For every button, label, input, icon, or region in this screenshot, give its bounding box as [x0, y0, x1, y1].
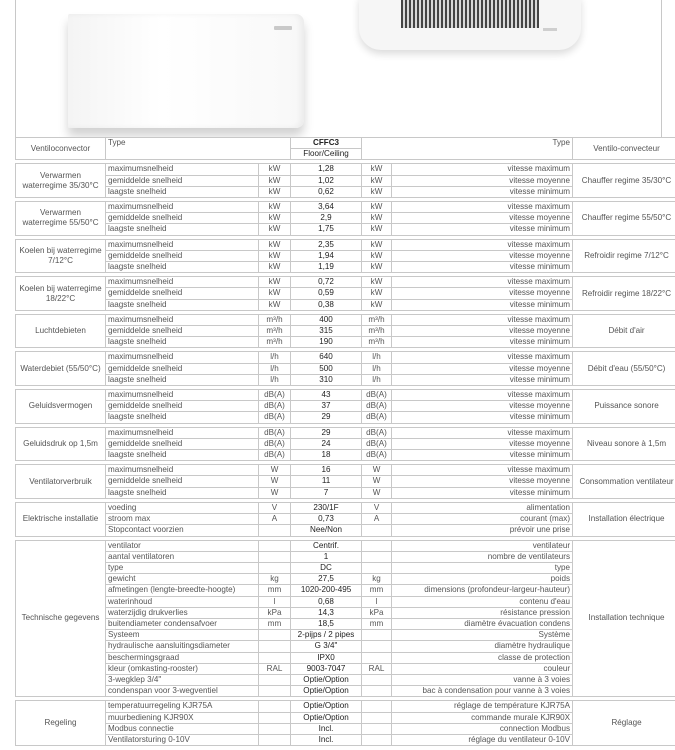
row-value: 0,72 [291, 277, 362, 288]
row-label-fr: vitesse minimum [392, 299, 573, 310]
row-label-nl: 3-wegklep 3/4" [106, 674, 259, 685]
row-label-fr: courant (max) [392, 514, 573, 525]
row-label-fr: vitesse moyenne [392, 476, 573, 487]
row-value: Centrif. [291, 540, 362, 551]
row-value: 1,19 [291, 262, 362, 273]
brand-logo-icon [543, 28, 557, 31]
row-label-nl: maximumsnelheid [106, 202, 259, 213]
group-label-fr: Consommation ventilateur [573, 465, 675, 499]
group-label-fr: Chauffer regime 55/50°C [573, 202, 675, 236]
spec-table-wrapper [15, 137, 674, 746]
product-image-ceiling-unit [359, 0, 581, 50]
row-unit-fr: V [362, 502, 392, 513]
row-unit-nl: kW [259, 239, 291, 250]
row-unit-fr: W [362, 465, 392, 476]
table-row [16, 277, 675, 288]
row-label-nl: laagste snelheid [106, 186, 259, 197]
row-label-nl: gemiddelde snelheid [106, 476, 259, 487]
row-unit-fr: kg [362, 574, 392, 585]
row-unit-nl [259, 630, 291, 641]
row-unit-nl: kW [259, 288, 291, 299]
group-label-fr: Installation technique [573, 540, 675, 697]
row-label-nl: Stopcontact voorzien [106, 525, 259, 536]
row-unit-nl: m³/h [259, 314, 291, 325]
table-row [16, 427, 675, 438]
row-unit-nl: dB(A) [259, 390, 291, 401]
row-value: 14,3 [291, 607, 362, 618]
table-row [16, 390, 675, 401]
row-unit-fr: l/h [362, 363, 392, 374]
row-value: 9003-7047 [291, 663, 362, 674]
row-value: 29 [291, 412, 362, 423]
header-type-fr: Type [362, 138, 573, 160]
row-label-nl: condenspan voor 3-wegventiel [106, 686, 259, 697]
table-row [16, 352, 675, 363]
row-value: Optie/Option [291, 674, 362, 685]
group-label-fr: Réglage [573, 701, 675, 746]
row-unit-nl: mm [259, 585, 291, 596]
group-label-nl: Koelen bij waterregime 18/22°C [16, 277, 106, 311]
row-value: 11 [291, 476, 362, 487]
row-label-fr: vitesse maximum [392, 352, 573, 363]
row-value: 2-pijps / 2 pipes [291, 630, 362, 641]
header-model-sub: Floor/Ceiling [291, 149, 362, 160]
row-value: Optie/Option [291, 701, 362, 712]
row-label-nl: Ventilatorsturing 0-10V [106, 734, 259, 745]
spec-table [15, 137, 675, 746]
row-unit-fr: kW [362, 288, 392, 299]
row-label-nl: gemiddelde snelheid [106, 438, 259, 449]
row-unit-nl [259, 734, 291, 745]
row-label-fr: vanne à 3 voies [392, 674, 573, 685]
row-unit-fr: dB(A) [362, 401, 392, 412]
row-value: 310 [291, 374, 362, 385]
row-label-fr: vitesse maximum [392, 314, 573, 325]
row-unit-nl: kW [259, 213, 291, 224]
row-label-fr: vitesse minimum [392, 450, 573, 461]
group-label-fr: Débit d'eau (55/50°C) [573, 352, 675, 386]
row-unit-nl: l/h [259, 363, 291, 374]
row-label-nl: laagste snelheid [106, 412, 259, 423]
row-value: 7 [291, 487, 362, 498]
row-value: 0,59 [291, 288, 362, 299]
table-row [16, 540, 675, 551]
row-label-nl: afmetingen (lengte-breedte-hoogte) [106, 585, 259, 596]
row-unit-nl: kg [259, 574, 291, 585]
group-label-nl: Geluidsdruk op 1,5m [16, 427, 106, 461]
group-label-nl: Technische gegevens [16, 540, 106, 697]
row-label-fr: vitesse maximum [392, 202, 573, 213]
row-value: 0,73 [291, 514, 362, 525]
row-label-fr: vitesse moyenne [392, 363, 573, 374]
row-value: Nee/Non [291, 525, 362, 536]
row-value: 0,68 [291, 596, 362, 607]
row-unit-fr: kW [362, 250, 392, 261]
row-value: IPX0 [291, 652, 362, 663]
row-label-nl: maximumsnelheid [106, 277, 259, 288]
row-unit-nl: dB(A) [259, 438, 291, 449]
row-value: Optie/Option [291, 712, 362, 723]
row-value: 640 [291, 352, 362, 363]
row-value: 18,5 [291, 618, 362, 629]
row-unit-nl: dB(A) [259, 412, 291, 423]
row-unit-nl [259, 674, 291, 685]
group-label-nl: Koelen bij waterregime 7/12°C [16, 239, 106, 273]
row-label-nl: stroom max [106, 514, 259, 525]
row-unit-fr [362, 630, 392, 641]
row-unit-nl [259, 551, 291, 562]
row-label-fr: vitesse moyenne [392, 401, 573, 412]
row-value: 0,38 [291, 299, 362, 310]
row-label-fr: type [392, 562, 573, 573]
row-unit-fr [362, 734, 392, 745]
row-label-nl: gemiddelde snelheid [106, 288, 259, 299]
row-label-nl: laagste snelheid [106, 337, 259, 348]
row-unit-fr: dB(A) [362, 450, 392, 461]
group-label-fr: Puissance sonore [573, 390, 675, 424]
group-label-nl: Geluidsvermogen [16, 390, 106, 424]
row-unit-nl [259, 701, 291, 712]
row-unit-fr: W [362, 487, 392, 498]
row-label-nl: laagste snelheid [106, 224, 259, 235]
row-value: 29 [291, 427, 362, 438]
row-unit-nl [259, 712, 291, 723]
row-unit-fr: l/h [362, 374, 392, 385]
product-images [15, 0, 662, 137]
row-value: 1,94 [291, 250, 362, 261]
row-unit-fr: kW [362, 224, 392, 235]
row-unit-nl: RAL [259, 663, 291, 674]
row-unit-fr: l [362, 596, 392, 607]
row-unit-nl: A [259, 514, 291, 525]
table-row [16, 314, 675, 325]
row-label-nl: laagste snelheid [106, 262, 259, 273]
group-label-fr: Refroidir regime 7/12°C [573, 239, 675, 273]
row-unit-fr: kW [362, 202, 392, 213]
row-unit-nl: l/h [259, 374, 291, 385]
group-label-nl: Regeling [16, 701, 106, 746]
row-unit-nl: W [259, 476, 291, 487]
row-value: 2,9 [291, 213, 362, 224]
row-label-nl: laagste snelheid [106, 299, 259, 310]
row-unit-nl: mm [259, 618, 291, 629]
row-unit-fr: kW [362, 186, 392, 197]
row-unit-nl: kW [259, 175, 291, 186]
row-label-fr: vitesse moyenne [392, 250, 573, 261]
row-unit-nl: V [259, 502, 291, 513]
table-row [16, 239, 675, 250]
row-unit-nl [259, 686, 291, 697]
row-label-nl: gewicht [106, 574, 259, 585]
row-unit-nl: dB(A) [259, 427, 291, 438]
row-value: 315 [291, 326, 362, 337]
row-value: 1 [291, 551, 362, 562]
row-label-nl: Systeem [106, 630, 259, 641]
row-label-fr: poids [392, 574, 573, 585]
row-label-nl: buitendiameter condensafvoer [106, 618, 259, 629]
row-label-fr: vitesse maximum [392, 427, 573, 438]
row-unit-fr [362, 562, 392, 573]
row-unit-fr: dB(A) [362, 390, 392, 401]
row-unit-nl [259, 562, 291, 573]
row-value: 190 [291, 337, 362, 348]
row-unit-nl: kPa [259, 607, 291, 618]
row-label-fr: vitesse maximum [392, 465, 573, 476]
row-value: 3,64 [291, 202, 362, 213]
row-value: 2,35 [291, 239, 362, 250]
group-label-nl: Ventilatorverbruik [16, 465, 106, 499]
row-unit-fr [362, 540, 392, 551]
group-label-nl: Verwarmen waterregime 35/30°C [16, 164, 106, 198]
row-value: Incl. [291, 723, 362, 734]
header-right-label: Ventilo-convecteur [573, 138, 675, 160]
row-label-nl: hydraulische aansluitingsdiameter [106, 641, 259, 652]
row-label-nl: gemiddelde snelheid [106, 326, 259, 337]
row-unit-fr [362, 712, 392, 723]
row-label-nl: maximumsnelheid [106, 427, 259, 438]
row-unit-nl: l/h [259, 352, 291, 363]
row-unit-nl: dB(A) [259, 401, 291, 412]
row-unit-fr: dB(A) [362, 438, 392, 449]
row-label-fr: vitesse maximum [392, 239, 573, 250]
brand-logo-icon [274, 26, 292, 30]
row-value: 18 [291, 450, 362, 461]
row-unit-fr [362, 652, 392, 663]
row-unit-nl: kW [259, 202, 291, 213]
row-label-fr: vitesse moyenne [392, 326, 573, 337]
table-row [16, 164, 675, 175]
product-image-floor-unit [68, 14, 304, 128]
group-label-fr: Refroidir regime 18/22°C [573, 277, 675, 311]
row-label-fr: vitesse minimum [392, 224, 573, 235]
row-unit-fr: kW [362, 175, 392, 186]
row-value: 1,75 [291, 224, 362, 235]
row-label-fr: résistance pression [392, 607, 573, 618]
row-label-fr: nombre de ventilateurs [392, 551, 573, 562]
row-label-fr: vitesse minimum [392, 487, 573, 498]
row-unit-nl: kW [259, 277, 291, 288]
row-label-nl: gemiddelde snelheid [106, 401, 259, 412]
row-label-fr: ventilateur [392, 540, 573, 551]
row-unit-fr: A [362, 514, 392, 525]
row-unit-nl [259, 641, 291, 652]
group-label-nl: Luchtdebieten [16, 314, 106, 348]
row-unit-fr: l/h [362, 352, 392, 363]
row-value: Incl. [291, 734, 362, 745]
row-unit-fr: RAL [362, 663, 392, 674]
row-unit-nl: kW [259, 299, 291, 310]
row-label-fr: vitesse minimum [392, 337, 573, 348]
row-unit-fr: mm [362, 618, 392, 629]
row-unit-fr: m³/h [362, 326, 392, 337]
row-label-nl: gemiddelde snelheid [106, 175, 259, 186]
row-label-nl: laagste snelheid [106, 487, 259, 498]
row-unit-fr: mm [362, 585, 392, 596]
header-model: CFFC3 [291, 138, 362, 149]
header-left-label: Ventiloconvector [16, 138, 106, 160]
table-row [16, 202, 675, 213]
row-label-fr: vitesse minimum [392, 262, 573, 273]
row-label-fr: contenu d'eau [392, 596, 573, 607]
group-label-fr: Chauffer regime 35/30°C [573, 164, 675, 198]
row-label-fr: vitesse minimum [392, 186, 573, 197]
row-unit-fr: kW [362, 299, 392, 310]
row-unit-fr [362, 674, 392, 685]
row-unit-fr: kW [362, 239, 392, 250]
row-label-nl: waterzijdig drukverlies [106, 607, 259, 618]
row-unit-nl: kW [259, 164, 291, 175]
row-label-nl: waterinhoud [106, 596, 259, 607]
row-unit-fr: m³/h [362, 314, 392, 325]
row-unit-nl: W [259, 487, 291, 498]
row-unit-fr: kW [362, 262, 392, 273]
row-unit-fr: m³/h [362, 337, 392, 348]
row-unit-fr [362, 686, 392, 697]
row-label-fr: vitesse moyenne [392, 438, 573, 449]
row-label-nl: maximumsnelheid [106, 352, 259, 363]
table-row [16, 701, 675, 712]
row-value: G 3/4" [291, 641, 362, 652]
row-label-nl: type [106, 562, 259, 573]
row-label-fr: connection Modbus [392, 723, 573, 734]
row-unit-nl: l [259, 596, 291, 607]
row-label-fr: réglage du ventilateur 0-10V [392, 734, 573, 745]
row-label-nl: maximumsnelheid [106, 465, 259, 476]
row-label-fr: alimentation [392, 502, 573, 513]
row-label-fr: diamètre évacuation condens [392, 618, 573, 629]
row-label-nl: voeding [106, 502, 259, 513]
row-value: 24 [291, 438, 362, 449]
row-unit-fr [362, 701, 392, 712]
row-label-fr: dimensions (profondeur-largeur-hauteur) [392, 585, 573, 596]
row-label-fr: vitesse maximum [392, 277, 573, 288]
row-unit-fr [362, 723, 392, 734]
row-label-fr: Système [392, 630, 573, 641]
row-value: 0,62 [291, 186, 362, 197]
row-unit-nl [259, 540, 291, 551]
row-unit-fr: kW [362, 164, 392, 175]
row-label-fr: commande murale KJR90X [392, 712, 573, 723]
row-unit-fr: W [362, 476, 392, 487]
row-label-nl: maximumsnelheid [106, 239, 259, 250]
row-label-fr: vitesse minimum [392, 374, 573, 385]
row-value: 1020-200-495 [291, 585, 362, 596]
row-unit-nl: kW [259, 224, 291, 235]
row-unit-fr: kPa [362, 607, 392, 618]
row-unit-nl: m³/h [259, 326, 291, 337]
row-unit-fr [362, 525, 392, 536]
row-label-nl: Modbus connectie [106, 723, 259, 734]
header-row [16, 138, 675, 149]
row-unit-nl [259, 652, 291, 663]
row-label-fr: prévoir une prise [392, 525, 573, 536]
row-unit-nl [259, 525, 291, 536]
row-unit-nl: kW [259, 250, 291, 261]
row-unit-nl: m³/h [259, 337, 291, 348]
row-label-nl: muurbediening KJR90X [106, 712, 259, 723]
row-unit-fr [362, 551, 392, 562]
row-value: 37 [291, 401, 362, 412]
group-label-fr: Installation électrique [573, 502, 675, 536]
row-label-fr: classe de protection [392, 652, 573, 663]
row-value: 500 [291, 363, 362, 374]
row-label-nl: beschermingsgraad [106, 652, 259, 663]
row-unit-fr: dB(A) [362, 427, 392, 438]
row-value: 230/1F [291, 502, 362, 513]
group-label-nl: Waterdebiet (55/50°C) [16, 352, 106, 386]
row-unit-fr [362, 641, 392, 652]
row-value: 1,02 [291, 175, 362, 186]
row-label-fr: vitesse maximum [392, 390, 573, 401]
table-row [16, 465, 675, 476]
row-label-nl: kleur (omkasting-rooster) [106, 663, 259, 674]
row-label-nl: maximumsnelheid [106, 164, 259, 175]
row-label-fr: vitesse moyenne [392, 175, 573, 186]
row-label-fr: vitesse minimum [392, 412, 573, 423]
row-label-fr: vitesse moyenne [392, 288, 573, 299]
row-value: Optie/Option [291, 686, 362, 697]
row-label-fr: vitesse moyenne [392, 213, 573, 224]
group-label-fr: Débit d'air [573, 314, 675, 348]
row-label-nl: temperatuurregeling KJR75A [106, 701, 259, 712]
row-label-nl: maximumsnelheid [106, 314, 259, 325]
row-label-nl: laagste snelheid [106, 374, 259, 385]
row-value: 43 [291, 390, 362, 401]
group-label-fr: Niveau sonore à 1,5m [573, 427, 675, 461]
row-label-nl: laagste snelheid [106, 450, 259, 461]
row-label-nl: gemiddelde snelheid [106, 363, 259, 374]
row-label-fr: bac à condensation pour vanne à 3 voies [392, 686, 573, 697]
row-label-fr: vitesse maximum [392, 164, 573, 175]
row-value: DC [291, 562, 362, 573]
row-unit-nl: kW [259, 186, 291, 197]
row-label-nl: gemiddelde snelheid [106, 250, 259, 261]
row-unit-nl [259, 723, 291, 734]
row-unit-fr: dB(A) [362, 412, 392, 423]
row-unit-nl: kW [259, 262, 291, 273]
group-label-nl: Verwarmen waterregime 55/50°C [16, 202, 106, 236]
row-label-fr: couleur [392, 663, 573, 674]
row-unit-fr: kW [362, 213, 392, 224]
row-unit-nl: W [259, 465, 291, 476]
row-label-nl: aantal ventilatoren [106, 551, 259, 562]
row-unit-nl: dB(A) [259, 450, 291, 461]
row-label-nl: ventilator [106, 540, 259, 551]
row-value: 16 [291, 465, 362, 476]
row-value: 27,5 [291, 574, 362, 585]
row-value: 400 [291, 314, 362, 325]
row-unit-fr: kW [362, 277, 392, 288]
row-value: 1,28 [291, 164, 362, 175]
group-label-nl: Elektrische installatie [16, 502, 106, 536]
row-label-fr: réglage de température KJR75A [392, 701, 573, 712]
header-type-nl: Type [106, 138, 291, 160]
row-label-nl: gemiddelde snelheid [106, 213, 259, 224]
air-grille [401, 0, 539, 28]
row-label-fr: diamètre hydraulique [392, 641, 573, 652]
table-row [16, 502, 675, 513]
row-label-nl: maximumsnelheid [106, 390, 259, 401]
